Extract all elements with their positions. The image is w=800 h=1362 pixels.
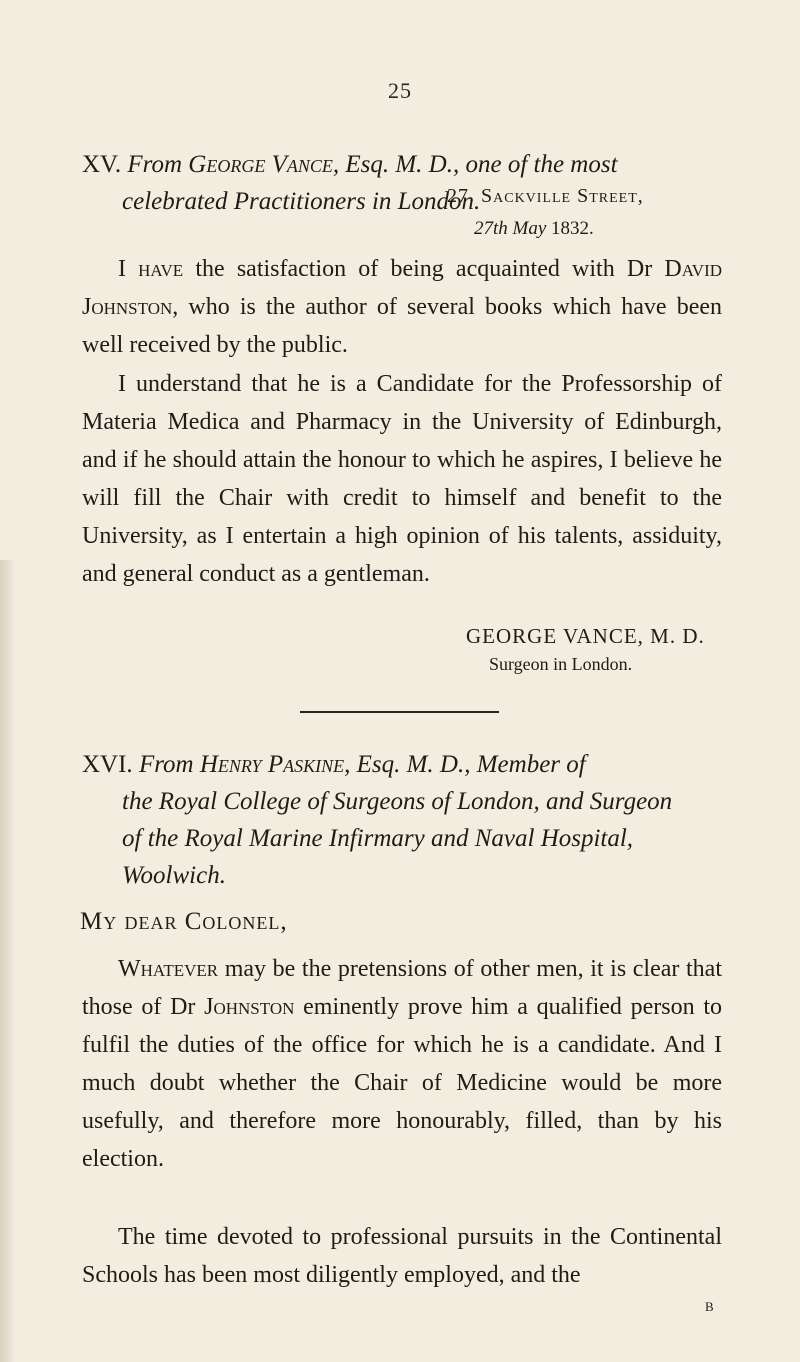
letter-xv-paragraph-1 bbox=[82, 250, 722, 364]
letter-xv-date bbox=[474, 218, 594, 240]
letter-xvi-p1-lead: Whatever bbox=[118, 956, 219, 982]
letter-xv-author: George Vance, bbox=[188, 151, 340, 178]
letter-xv-date-day: 27th May bbox=[474, 218, 547, 239]
letter-xv-p1-name: David Johnston, bbox=[82, 256, 723, 320]
letter-xv-paragraph-2: I understand that he is a Candidate for the Professorship of Materia Medica and Pharmacy in the University of Edinburgh, and if he should attain the honour to which he aspires, I believe he will fill the Chair with credit to himself and benefit to the University, as I entertain a high opinion of his talents, assiduity, and general conduct as a gentleman. bbox=[82, 371, 722, 587]
letter-xvi-paragraph-2: The time devoted to professional pursuits in the Continental Schools has been most diligently employed, and the bbox=[82, 1224, 722, 1288]
letter-xvi-p1-name: Johnston bbox=[204, 994, 295, 1020]
letter-xv-heading-rest: Esq. M. D., one of the most bbox=[345, 151, 618, 178]
letter-xv-address: 27. Sackville Street, bbox=[447, 185, 644, 207]
letter-xv-numeral: XV. bbox=[82, 151, 122, 178]
letter-xvi-author: Henry Paskine, bbox=[199, 751, 351, 778]
letter-xvi-numeral: XVI. bbox=[82, 751, 133, 778]
letter-xvi-p1-a: may be the pretensions of other men, it is clear that those of Dr bbox=[82, 956, 722, 1020]
binding-shadow bbox=[0, 560, 16, 1362]
letter-xvi-heading bbox=[82, 746, 747, 894]
letter-xv-p1-a: the satisfaction of being acquainted with Dr bbox=[183, 256, 665, 282]
section-divider bbox=[300, 711, 499, 713]
letter-xvi-heading-line4: Woolwich. bbox=[122, 862, 226, 889]
letter-xvi-from: From bbox=[138, 751, 194, 778]
letter-xv-from: From bbox=[127, 151, 183, 178]
letter-xv-heading-line2: celebrated Practitioners in London. bbox=[122, 188, 481, 215]
letter-xvi-p1-b: eminently prove him a qualified person to fulfil the duties of the office for which he is a candidate. And I much doubt whether the Chair of Medicine would be more usefully, and therefore more honourably, filled, than by his election. bbox=[82, 994, 722, 1172]
letter-xv-heading bbox=[82, 146, 747, 220]
letter-xvi-paragraph-1 bbox=[82, 950, 722, 1178]
letter-xvi-heading-rest: Esq. M. D., Member of bbox=[356, 751, 586, 778]
letter-xvi-heading-line3: of the Royal Marine Infirmary and Naval Hospital, bbox=[122, 825, 634, 852]
letter-xvi-heading-line2: the Royal College of Surgeons of London, and Surgeon bbox=[122, 788, 673, 815]
letter-xv-signature: GEORGE VANCE, M. D. bbox=[466, 624, 705, 648]
page-number: 25 bbox=[388, 78, 412, 103]
letter-xv-p1-lead: I have bbox=[118, 256, 184, 282]
letter-xv-signature-title: Surgeon in London. bbox=[489, 654, 633, 674]
letter-xv-p1-b: who is the author of several books which have been well received by the public. bbox=[82, 294, 722, 358]
signature-mark: B bbox=[705, 1299, 714, 1314]
letter-xv-date-year: 1832. bbox=[551, 218, 594, 239]
letter-xvi-salutation: My dear Colonel, bbox=[80, 908, 288, 935]
